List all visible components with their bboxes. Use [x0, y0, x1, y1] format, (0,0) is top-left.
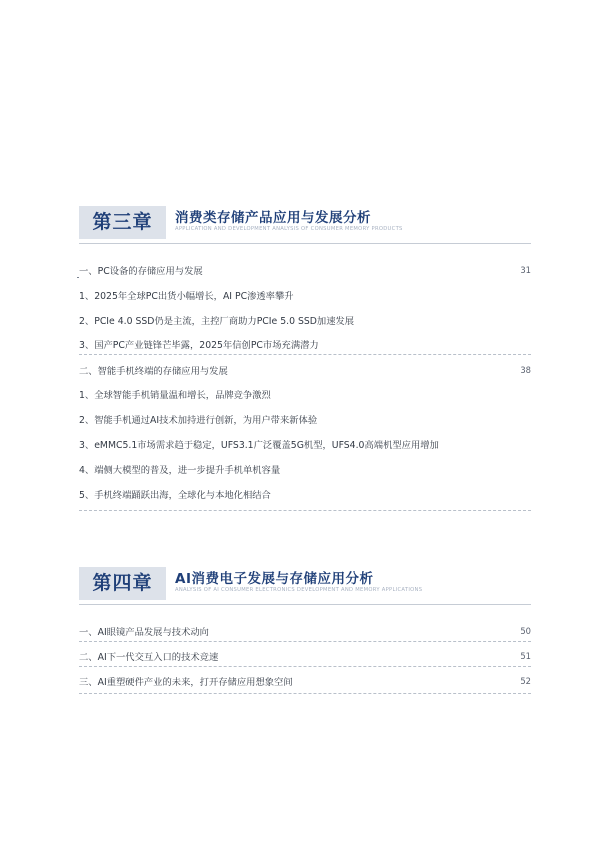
toc-section-label: 二、AI下一代交互入口的技术竞速: [79, 652, 219, 663]
chapter-4-header: [79, 567, 531, 605]
toc-section[interactable]: [79, 674, 531, 688]
toc-section[interactable]: [79, 263, 531, 277]
chapter-3-subtitle: APPLICATION AND DEVELOPMENT ANALYSIS OF CONSUMER MEMORY PRODUCTS: [175, 226, 403, 232]
toc-item[interactable]: [79, 387, 531, 401]
section-divider: [79, 641, 531, 642]
toc-item-label: 1、2025年全球PC出货小幅增长，AI PC渗透率攀升: [79, 291, 294, 302]
toc-section[interactable]: [79, 649, 531, 663]
section-divider: [79, 693, 531, 694]
toc-item-label: 3、eMMC5.1市场需求趋于稳定，UFS3.1广泛覆盖5G机型，UFS4.0高端机型应用增加: [79, 440, 439, 451]
toc-item-label: 4、端侧大模型的普及，进一步提升手机单机容量: [79, 465, 281, 476]
toc-section[interactable]: [79, 363, 531, 377]
toc-section-label: 一、PC设备的存储应用与发展: [79, 266, 203, 277]
chapter-3-badge: 第三章: [79, 206, 166, 239]
chapter-3-header: [79, 206, 531, 244]
chapter-4: [79, 567, 531, 688]
section-divider: [79, 354, 531, 355]
toc-item[interactable]: [79, 337, 531, 351]
toc-page-number: 50: [520, 626, 531, 636]
toc-page-number: 31: [520, 265, 531, 275]
toc-item-label: 5、手机终端踊跃出海，全球化与本地化相结合: [79, 490, 271, 501]
toc-item-label: 3、国产PC产业链锋芒毕露，2025年信创PC市场充满潜力: [79, 340, 319, 351]
toc-item[interactable]: [79, 412, 531, 426]
toc-item-label: 2、PCIe 4.0 SSD仍是主流，主控厂商助力PCIe 5.0 SSD加速发展: [79, 316, 355, 327]
chapter-3: [79, 206, 531, 501]
toc-item[interactable]: [79, 288, 531, 302]
chapter-3-title: 消费类存储产品应用与发展分析: [175, 210, 371, 226]
chapter-4-badge: 第四章: [79, 567, 166, 600]
toc-item[interactable]: [79, 487, 531, 501]
toc-section[interactable]: [79, 624, 531, 638]
toc-item[interactable]: [79, 313, 531, 327]
toc-section-label: 一、AI眼镜产品发展与技术动向: [79, 627, 209, 638]
section-divider: [79, 666, 531, 667]
toc-page-number: 38: [520, 365, 531, 375]
toc-page-number: 52: [520, 676, 531, 686]
chapter-4-rule: [79, 604, 531, 605]
chapter-4-title: AI消费电子发展与存储应用分析: [175, 571, 374, 587]
toc-section-label: 三、AI重塑硬件产业的未来，打开存储应用想象空间: [79, 677, 293, 688]
section-divider: [79, 510, 531, 511]
chapter-3-rule: [79, 243, 531, 244]
toc-section-label: 二、智能手机终端的存储应用与发展: [79, 366, 228, 377]
chapter-4-subtitle: ANALYSIS OF AI CONSUMER ELECTRONICS DEVELOPMENT AND MEMORY APPLICATIONS: [175, 587, 423, 593]
toc-item-label: 1、全球智能手机销量温和增长，品牌竞争激烈: [79, 390, 271, 401]
toc-item-label: 2、智能手机通过AI技术加持进行创新，为用户带来新体验: [79, 415, 318, 426]
toc-item[interactable]: [79, 462, 531, 476]
tick-mark: [77, 277, 79, 278]
toc-item[interactable]: [79, 437, 531, 451]
toc-page-number: 51: [520, 651, 531, 661]
